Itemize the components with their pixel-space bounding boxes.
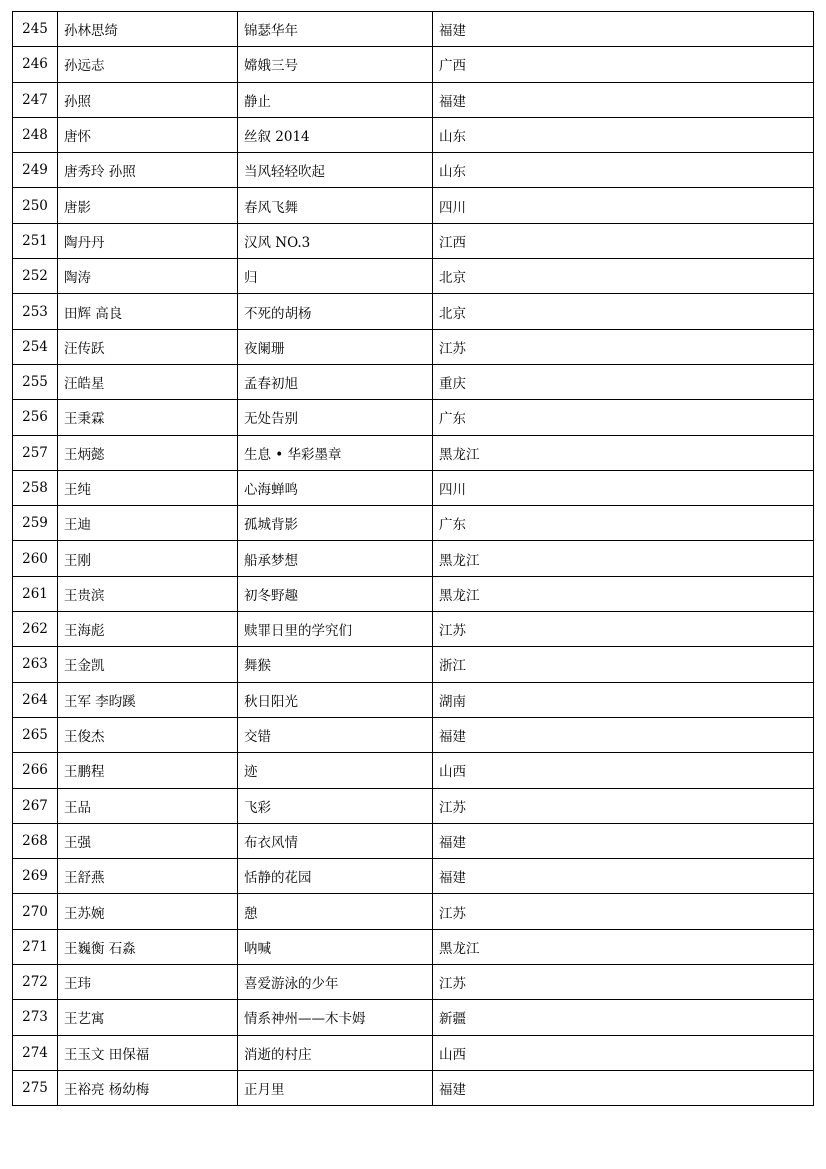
table-row [13, 259, 814, 294]
entry-title: 喜爱游泳的少年 [238, 965, 433, 1000]
entry-region: 江苏 [433, 894, 814, 929]
entry-region: 黑龙江 [433, 541, 814, 576]
entries-sheet [12, 11, 813, 1106]
entry-region: 山东 [433, 117, 814, 152]
entry-number: 258 [13, 470, 58, 505]
table-row [13, 576, 814, 611]
entry-author: 汪传跃 [58, 329, 238, 364]
entry-title: 生息 • 华彩墨章 [238, 435, 433, 470]
table-row [13, 435, 814, 470]
entry-region: 福建 [433, 717, 814, 752]
entry-title: 船承梦想 [238, 541, 433, 576]
entry-region: 四川 [433, 188, 814, 223]
entry-title: 憩 [238, 894, 433, 929]
entry-title: 嫦娥三号 [238, 47, 433, 82]
table-row [13, 647, 814, 682]
entry-author: 陶涛 [58, 259, 238, 294]
entry-author: 王玮 [58, 965, 238, 1000]
table-row [13, 294, 814, 329]
entry-title: 锦瑟华年 [238, 12, 433, 47]
table-row [13, 823, 814, 858]
entry-author: 王贵滨 [58, 576, 238, 611]
entry-region: 广东 [433, 506, 814, 541]
entry-region: 新疆 [433, 1000, 814, 1035]
table-row [13, 859, 814, 894]
table-row [13, 82, 814, 117]
entry-author: 唐怀 [58, 117, 238, 152]
entry-author: 孙林思绮 [58, 12, 238, 47]
entry-title: 呐喊 [238, 929, 433, 964]
entry-title: 恬静的花园 [238, 859, 433, 894]
entry-region: 江苏 [433, 329, 814, 364]
entry-region: 江西 [433, 223, 814, 258]
table-row [13, 965, 814, 1000]
table-row [13, 541, 814, 576]
entry-region: 重庆 [433, 364, 814, 399]
entry-author: 陶丹丹 [58, 223, 238, 258]
entry-region: 浙江 [433, 647, 814, 682]
entry-region: 四川 [433, 470, 814, 505]
entry-region: 江苏 [433, 788, 814, 823]
entry-region: 福建 [433, 12, 814, 47]
entry-author: 王裕亮 杨幼梅 [58, 1070, 238, 1105]
entry-author: 王苏婉 [58, 894, 238, 929]
entry-number: 271 [13, 929, 58, 964]
entry-number: 256 [13, 400, 58, 435]
entry-region: 山东 [433, 153, 814, 188]
entry-region: 黑龙江 [433, 435, 814, 470]
entry-title: 消逝的村庄 [238, 1035, 433, 1070]
entries-table-body [13, 12, 814, 1106]
entry-title: 赎罪日里的学究们 [238, 612, 433, 647]
entry-title: 夜阑珊 [238, 329, 433, 364]
entry-author: 王军 李昀蹊 [58, 682, 238, 717]
entry-author: 王刚 [58, 541, 238, 576]
entry-region: 黑龙江 [433, 576, 814, 611]
entry-title: 舞猴 [238, 647, 433, 682]
entry-author: 王迪 [58, 506, 238, 541]
entry-region: 北京 [433, 259, 814, 294]
entry-title: 正月里 [238, 1070, 433, 1105]
table-row [13, 188, 814, 223]
entry-title: 丝叙 2014 [238, 117, 433, 152]
entry-number: 251 [13, 223, 58, 258]
entry-author: 王鹏程 [58, 753, 238, 788]
entry-region: 山西 [433, 753, 814, 788]
entry-number: 264 [13, 682, 58, 717]
table-row [13, 223, 814, 258]
table-row [13, 506, 814, 541]
table-row [13, 753, 814, 788]
table-row [13, 1035, 814, 1070]
entry-number: 265 [13, 717, 58, 752]
entry-author: 孙远志 [58, 47, 238, 82]
table-row [13, 788, 814, 823]
entry-number: 255 [13, 364, 58, 399]
entry-number: 261 [13, 576, 58, 611]
entry-number: 262 [13, 612, 58, 647]
entry-number: 246 [13, 47, 58, 82]
table-row [13, 47, 814, 82]
entry-number: 272 [13, 965, 58, 1000]
entry-region: 黑龙江 [433, 929, 814, 964]
table-row [13, 364, 814, 399]
entry-title: 汉风 NO.3 [238, 223, 433, 258]
entry-author: 唐秀玲 孙照 [58, 153, 238, 188]
entry-title: 秋日阳光 [238, 682, 433, 717]
entry-author: 王俊杰 [58, 717, 238, 752]
entry-number: 274 [13, 1035, 58, 1070]
entry-number: 275 [13, 1070, 58, 1105]
entry-author: 王金凯 [58, 647, 238, 682]
entry-title: 心海蝉鸣 [238, 470, 433, 505]
entry-number: 268 [13, 823, 58, 858]
entry-number: 245 [13, 12, 58, 47]
entry-author: 孙照 [58, 82, 238, 117]
table-row [13, 400, 814, 435]
entry-number: 248 [13, 117, 58, 152]
entry-title: 飞彩 [238, 788, 433, 823]
entry-author: 王玉文 田保福 [58, 1035, 238, 1070]
entry-author: 唐影 [58, 188, 238, 223]
entry-author: 王强 [58, 823, 238, 858]
entry-number: 260 [13, 541, 58, 576]
entry-number: 269 [13, 859, 58, 894]
entry-region: 福建 [433, 859, 814, 894]
table-row [13, 717, 814, 752]
entry-author: 王炳懿 [58, 435, 238, 470]
entry-region: 广西 [433, 47, 814, 82]
entry-title: 归 [238, 259, 433, 294]
entry-region: 山西 [433, 1035, 814, 1070]
entry-number: 254 [13, 329, 58, 364]
entry-number: 270 [13, 894, 58, 929]
entry-region: 湖南 [433, 682, 814, 717]
entry-author: 田辉 高良 [58, 294, 238, 329]
entry-region: 福建 [433, 823, 814, 858]
entry-title: 孟春初旭 [238, 364, 433, 399]
entry-author: 王海彪 [58, 612, 238, 647]
entry-author: 汪皓星 [58, 364, 238, 399]
entry-title: 孤城背影 [238, 506, 433, 541]
entry-author: 王秉霖 [58, 400, 238, 435]
entry-title: 无处告别 [238, 400, 433, 435]
entry-number: 257 [13, 435, 58, 470]
entry-number: 266 [13, 753, 58, 788]
table-row [13, 894, 814, 929]
table-row [13, 1070, 814, 1105]
entry-title: 初冬野趣 [238, 576, 433, 611]
entry-number: 247 [13, 82, 58, 117]
entry-author: 王品 [58, 788, 238, 823]
entry-number: 259 [13, 506, 58, 541]
entry-region: 福建 [433, 1070, 814, 1105]
table-row [13, 929, 814, 964]
table-row [13, 682, 814, 717]
table-row [13, 470, 814, 505]
entry-title: 春风飞舞 [238, 188, 433, 223]
entry-title: 布衣风情 [238, 823, 433, 858]
entry-region: 江苏 [433, 612, 814, 647]
entry-title: 不死的胡杨 [238, 294, 433, 329]
table-row [13, 329, 814, 364]
entry-title: 静止 [238, 82, 433, 117]
entry-number: 267 [13, 788, 58, 823]
table-row [13, 117, 814, 152]
table-row [13, 1000, 814, 1035]
table-row [13, 153, 814, 188]
entries-table [12, 11, 814, 1106]
entry-number: 253 [13, 294, 58, 329]
entry-author: 王纯 [58, 470, 238, 505]
entry-title: 情系神州——木卡姆 [238, 1000, 433, 1035]
entry-number: 273 [13, 1000, 58, 1035]
entry-number: 252 [13, 259, 58, 294]
entry-title: 交错 [238, 717, 433, 752]
entry-region: 广东 [433, 400, 814, 435]
entry-number: 249 [13, 153, 58, 188]
entry-region: 福建 [433, 82, 814, 117]
entry-title: 当风轻轻吹起 [238, 153, 433, 188]
table-row [13, 612, 814, 647]
table-row [13, 12, 814, 47]
entry-number: 263 [13, 647, 58, 682]
entry-author: 王艺寓 [58, 1000, 238, 1035]
entry-author: 王巍衡 石淼 [58, 929, 238, 964]
entry-region: 江苏 [433, 965, 814, 1000]
entry-region: 北京 [433, 294, 814, 329]
entry-number: 250 [13, 188, 58, 223]
entry-author: 王舒燕 [58, 859, 238, 894]
entry-title: 迹 [238, 753, 433, 788]
